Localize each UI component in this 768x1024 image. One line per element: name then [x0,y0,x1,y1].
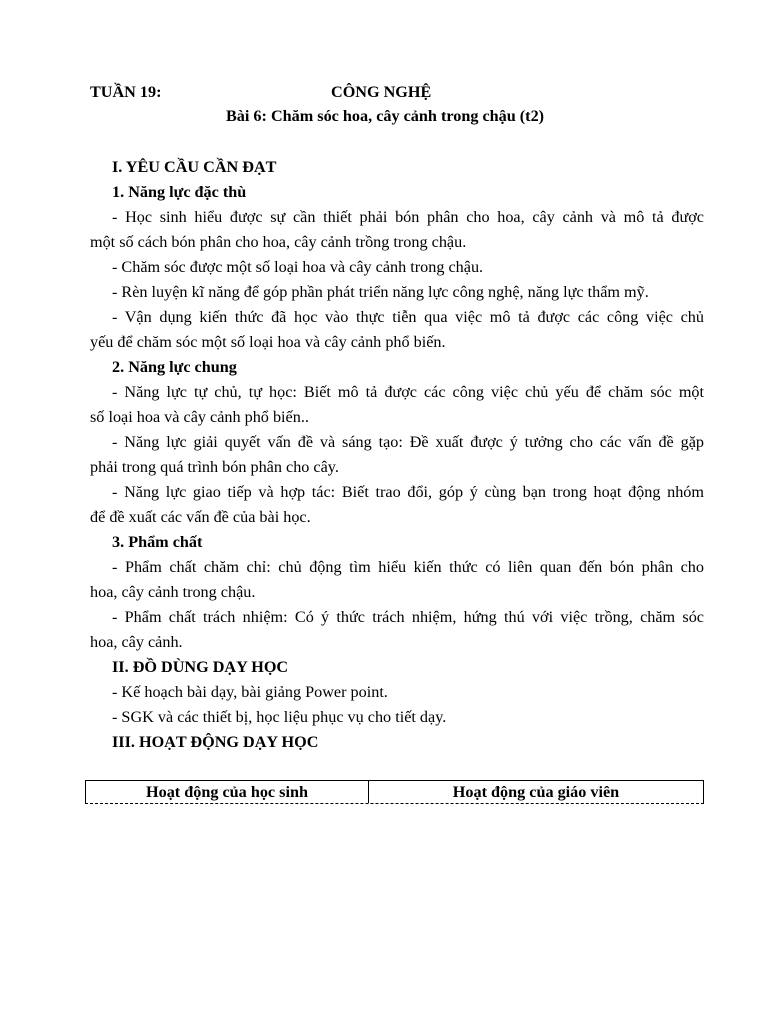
paragraph-text: - Học sinh hiểu được sự cần thiết phải bón phân cho hoa, cây cảnh và mô tả được [112,208,704,226]
paragraph-line: - Rèn luyện kĩ năng để góp phần phát triển năng lực công nghệ, năng lực thẩm mỹ. [112,283,649,301]
paragraph-line [90,482,704,502]
paragraph-line [90,382,704,402]
paragraph-line: hoa, cây cảnh. [90,633,183,651]
paragraph-line: một số cách bón phân cho hoa, cây cảnh trồng trong chậu. [90,233,467,251]
paragraph-line: hoa, cây cảnh trong chậu. [90,583,256,601]
paragraph-line: - Kế hoạch bài dạy, bài giảng Power point. [112,683,388,701]
paragraph-line: số loại hoa và cây cảnh phổ biến.. [90,408,309,426]
subsection-3-heading: 3. Phẩm chất [112,533,203,551]
week-label: TUẦN 19: [90,83,162,101]
table-header-teacher: Hoạt động của giáo viên [452,783,620,801]
paragraph-line [90,557,704,577]
paragraph-text: - Năng lực tự chủ, tự học: Biết mô tả được các công việc chủ yếu để chăm sóc một [112,383,704,401]
paragraph-text: - Năng lực giải quyết vấn đề và sáng tạo: Đề xuất được ý tưởng cho các vấn đề gặp [112,433,704,451]
paragraph-line: - Chăm sóc được một số loại hoa và cây cảnh trong chậu. [112,258,484,276]
paragraph-text: - Phẩm chất chăm chỉ: chủ động tìm hiểu kiến thức có liên quan đến bón phân cho [112,558,704,576]
paragraph-line: phải trong quá trình bón phân cho cây. [90,458,339,476]
section-3-heading: III. HOẠT ĐỘNG DẠY HỌC [112,733,319,751]
paragraph-line [90,307,704,327]
paragraph-line [90,207,704,227]
subsection-2-heading: 2. Năng lực chung [112,358,237,376]
paragraph-line [90,432,704,452]
paragraph-line [90,607,704,627]
paragraph-line: - SGK và các thiết bị, học liệu phục vụ cho tiết dạy. [112,708,447,726]
subject-title: CÔNG NGHỆ [331,83,432,101]
paragraph-text: - Năng lực giao tiếp và hợp tác: Biết trao đổi, góp ý cùng bạn trong hoạt động nhóm [112,483,704,501]
paragraph-line: yếu để chăm sóc một số loại hoa và cây cảnh phổ biến. [90,333,446,351]
paragraph-text: - Vận dụng kiến thức đã học vào thực tiễn qua việc mô tả được các công việc chủ [112,308,704,326]
section-1-heading: I. YÊU CẦU CẦN ĐẠT [112,158,277,176]
paragraph-text: - Phẩm chất trách nhiệm: Có ý thức trách nhiệm, hứng thú với việc trồng, chăm sóc [112,608,704,626]
activities-table [85,780,704,804]
paragraph-line: để đề xuất các vấn đề của bài học. [90,508,311,526]
table-header-student: Hoạt động của học sinh [86,781,369,803]
subsection-1-heading: 1. Năng lực đặc thù [112,183,247,201]
section-2-heading: II. ĐỒ DÙNG DẠY HỌC [112,658,289,676]
lesson-title: Bài 6: Chăm sóc hoa, cây cảnh trong chậu (t2) [226,107,545,125]
